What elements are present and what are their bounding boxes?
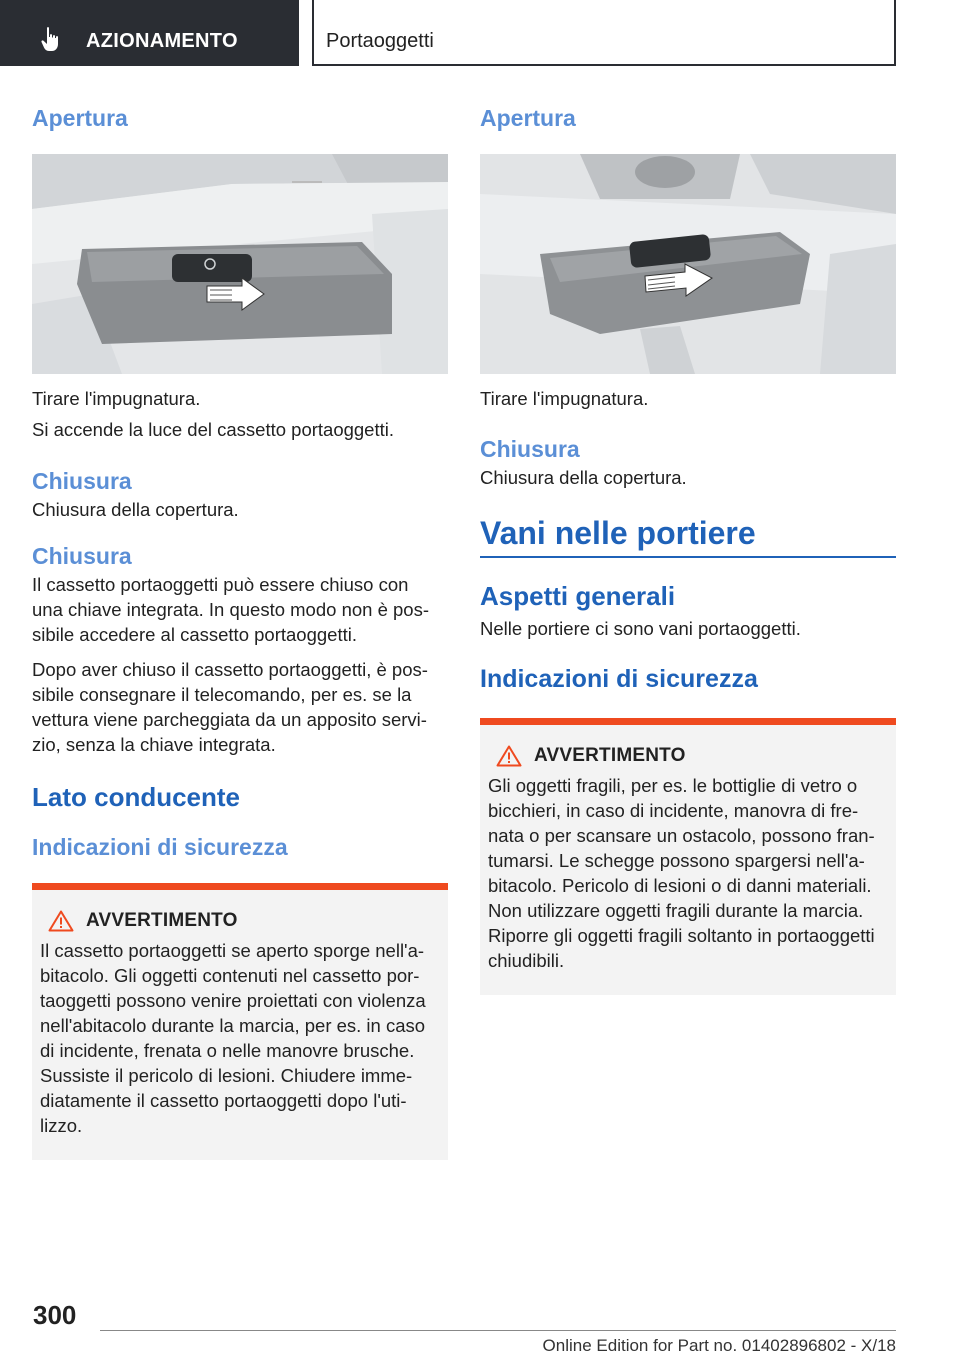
- text-line: Il cassetto portaoggetti può essere chiuso con: [32, 574, 409, 595]
- hand-pointer-icon: [40, 26, 62, 52]
- text-aspetti-generali: Nelle portiere ci sono vani portaoggetti.: [480, 618, 801, 639]
- heading-apertura: Apertura: [32, 105, 128, 131]
- text-line: sibile consegnare il telecomando, per es. se la: [32, 684, 412, 705]
- warning-box-right: [480, 718, 896, 995]
- heading-chiusura-right: Chiusura: [480, 436, 580, 462]
- warning-box-left: [32, 883, 448, 1160]
- warning-title: AVVERTIMENTO: [534, 745, 686, 766]
- warning-text: [488, 773, 888, 973]
- footer-rule: [100, 1330, 896, 1331]
- warning-header: [488, 745, 888, 767]
- text-line: bicchieri, in caso di incidente, manovra di fre-: [488, 800, 859, 821]
- heading-apertura-right: Apertura: [480, 105, 576, 131]
- text-line: Sussiste il pericolo di lesioni. Chiudere imme-: [40, 1065, 413, 1086]
- warning-text: [40, 938, 440, 1138]
- text-line: una chiave integrata. In questo modo non è pos-: [32, 599, 429, 620]
- text-line: di incidente, frenata o nelle manovre brusche.: [40, 1040, 415, 1061]
- text-line: Non utilizzare oggetti fragili durante la marcia.: [488, 900, 864, 921]
- heading-sicurezza-left: Indicazioni di sicurezza: [32, 834, 288, 860]
- page-number: 300: [33, 1300, 77, 1330]
- text-line: Riporre gli oggetti fragili soltanto in portaoggetti: [488, 925, 875, 946]
- text-chiusura-1: Chiusura della copertura.: [32, 499, 239, 520]
- heading-rule: [480, 556, 896, 558]
- caption-pull-handle-right: Tirare l'impugnatura.: [480, 388, 649, 409]
- caption-pull-handle: Tirare l'impugnatura.: [32, 388, 201, 409]
- right-column: [480, 96, 896, 995]
- text-line: Il cassetto portaoggetti se aperto sporge nell'a-: [40, 940, 425, 961]
- text-line: nata o per scansare un ostacolo, possono fran-: [488, 825, 875, 846]
- heading-chiusura-1: Chiusura: [32, 468, 132, 494]
- warning-title: AVVERTIMENTO: [86, 910, 238, 931]
- text-line: taoggetti possono venire proiettati con violenza: [40, 990, 426, 1011]
- warning-triangle-icon: [496, 745, 522, 767]
- text-telecomando: [32, 657, 448, 757]
- glovebox-image-right: [480, 154, 896, 374]
- caption-light-on: Si accende la luce del cassetto portaoggetti.: [32, 419, 395, 440]
- text-line: lizzo.: [40, 1115, 83, 1136]
- heading-vani-portiere: Vani nelle portiere: [480, 515, 756, 551]
- footer-edition: Online Edition for Part no. 01402896802 - X/18: [542, 1336, 896, 1355]
- text-line: sibile accedere al cassetto portaoggetti.: [32, 624, 357, 645]
- topic-box: [312, 0, 896, 66]
- text-line: tumarsi. Le schegge possono spargersi nell'a-: [488, 850, 865, 871]
- section-tab: [0, 0, 299, 66]
- section-label: AZIONAMENTO: [86, 30, 238, 52]
- heading-lato-conducente: Lato conducente: [32, 782, 241, 812]
- text-line: bitacolo. Gli oggetti contenuti nel cassetto por-: [40, 965, 420, 986]
- text-line: nell'abitacolo durante la marcia, per es. in caso: [40, 1015, 426, 1036]
- text-line: zio, senza la chiave integrata.: [32, 734, 276, 755]
- text-line: Gli oggetti fragili, per es. le bottiglie di vetro o: [488, 775, 858, 796]
- heading-chiusura-2: Chiusura: [32, 543, 132, 569]
- glovebox-image-left: [32, 154, 448, 374]
- text-line: bitacolo. Pericolo di lesioni o di danni materiali.: [488, 875, 872, 896]
- page-header: [0, 0, 960, 66]
- heading-aspetti-generali: Aspetti generali: [480, 581, 676, 611]
- text-line: diatamente il cassetto portaoggetti dopo l'uti-: [40, 1090, 407, 1111]
- warning-header: [40, 910, 440, 932]
- topic-label: Portaoggetti: [326, 30, 434, 52]
- heading-sicurezza-right: Indicazioni di sicurezza: [480, 665, 758, 693]
- text-line: chiudibili.: [488, 950, 565, 971]
- text-chiusura-right: Chiusura della copertura.: [480, 467, 687, 488]
- warning-triangle-icon: [48, 910, 74, 932]
- left-column: [32, 96, 448, 1160]
- text-line: Dopo aver chiuso il cassetto portaoggetti, è pos-: [32, 659, 428, 680]
- text-chiusura-2: [32, 572, 448, 647]
- text-line: vettura viene parcheggiata da un apposito servi-: [32, 709, 427, 730]
